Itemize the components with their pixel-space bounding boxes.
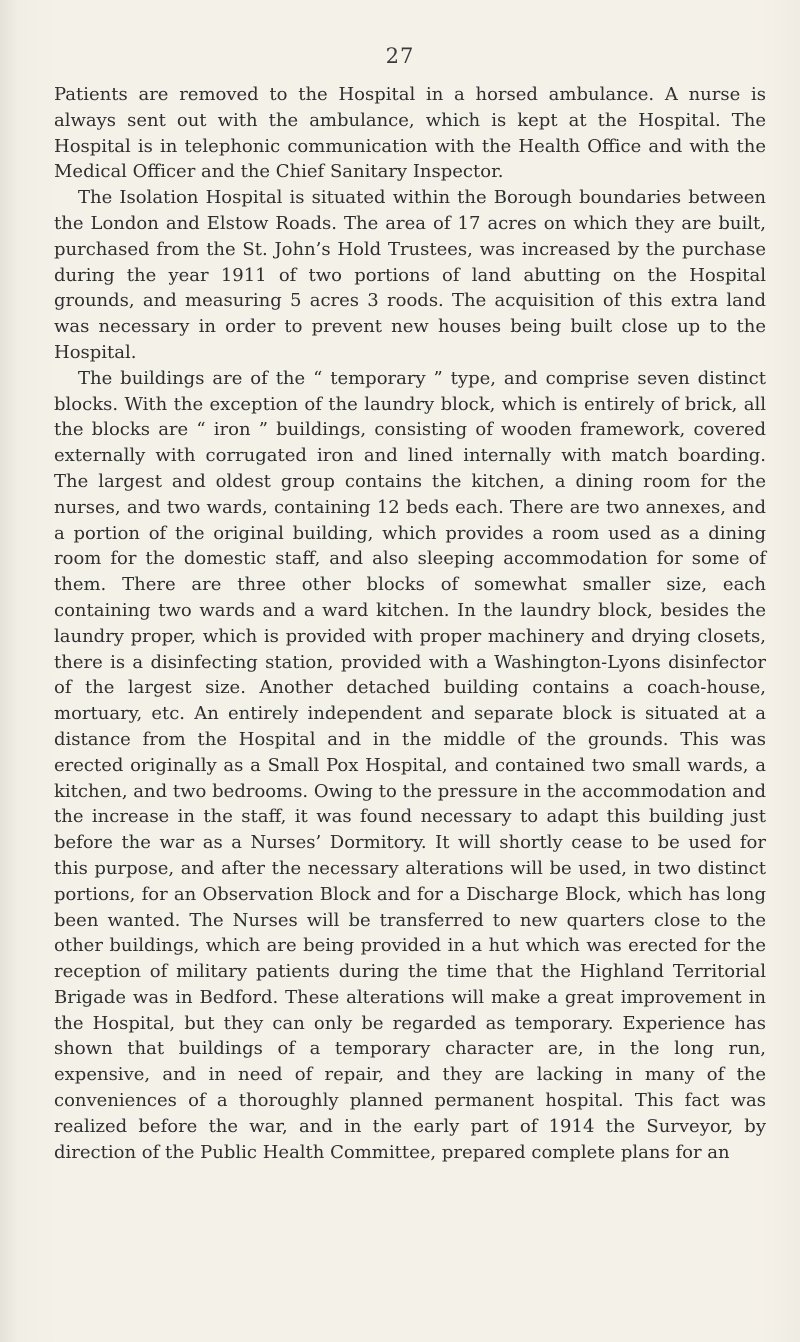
page-number: 27 — [385, 44, 415, 68]
paragraph-ambulance: Patients are removed to the Hospital in a horsed ambulance. A nurse is always sent out with the ambulance, which is kept at the Hospital. The Hospital is in telephonic communication with the Health Office and with the Medical Officer and the Chief Sanitary Inspector. — [54, 84, 766, 183]
paragraph-hospital-site: The Isolation Hospital is situated within the Borough boundaries between the London and Elstow Roads. The area of 17 acres on which they are built, purchased from the St. John’s Hold Trustees, was increased by the purchase during the year 1911 of two portions of land abutting on the Hospital grounds, and measuring 5 acres 3 roods. The acquisition of this extra land was necessary in order to prevent new houses being built close up to the Hospital. — [54, 187, 766, 363]
body-text — [54, 82, 766, 1165]
paragraph-buildings: The buildings are of the “ temporary ” type, and comprise seven distinct blocks. With the exception of the laundry block, which is entirely of brick, all the blocks are “ iron ” buildings, consisting of wooden framework, covered externally with corrugated iron and lined internally with match boarding. The largest and oldest group contains the kitchen, a dining room for the nurses, and two wards, containing 12 beds each. There are two annexes, and a portion of the original building, which provides a room used as a dining room for the domestic staff, and also sleeping accommodation for some of them. There are three other blocks of somewhat smaller size, each containing two wards and a ward kitchen. In the laundry block, besides the laundry proper, which is provided with proper machinery and drying closets, there is a disinfecting station, provided with a Washington-Lyons disinfector of the largest size. Another detached building contains a coach-house, mortuary, etc. An entirely independent and separate block is situated at a distance from the Hospital and in the middle of the grounds. This was erected originally as a Small Pox Hospital, and contained two small wards, a kitchen, and two bedrooms. Owing to the pressure in the accommodation and the increase in the staff, it was found necessary to adapt this building just before the war as a Nurses’ Dormitory. It will shortly cease to be used for this purpose, and after the necessary alterations will be used, in two distinct portions, for an Observation Block and for a Discharge Block, which has long been wanted. The Nurses will be transferred to new quarters close to the other buildings, which are being provided in a hut which was erected for the reception of military patients during the time that the Highland Territorial Brigade was in Bedford. These alterations will make a great improvement in the Hospital, but they can only be regarded as temporary. Experience has shown that buildings of a temporary character are, in the long run, expensive, and in need of repair, and they are lacking in many of the conveniences of a thoroughly planned permanent hospital. This fact was realized before the war, and in the early part of 1914 the Surveyor, by direction of the Public Health Committee, prepared complete plans for an — [54, 367, 766, 1163]
